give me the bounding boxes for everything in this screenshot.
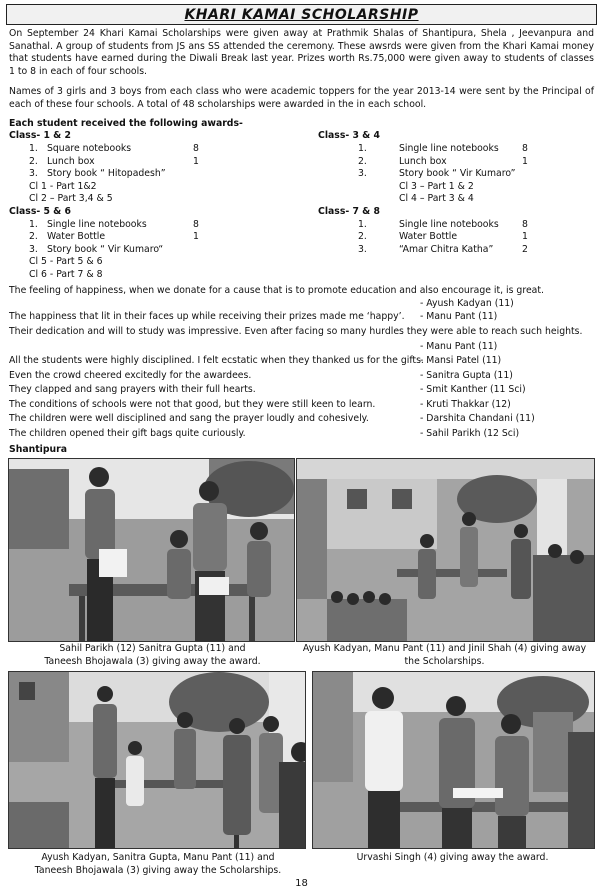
award-item-name: Story book “ Vir Kumaro”: [399, 168, 516, 179]
title-banner: [6, 4, 597, 25]
award-item-number: 3.: [29, 244, 38, 255]
award-item-number: 3.: [358, 244, 367, 255]
caption-line: the Scholarships.: [404, 655, 485, 667]
awards-heading: Each student received the following awards-: [9, 118, 243, 129]
photo-caption: [312, 852, 593, 865]
quote-author: - Ayush Kadyan (11): [420, 298, 514, 309]
award-item-number: 2.: [29, 231, 38, 242]
award-item-qty: 1: [522, 156, 528, 167]
caption-line: Taneesh Bhojawala (3) giving away the award.: [44, 655, 261, 667]
award-item-name: Square notebooks: [47, 143, 132, 154]
class-part-line: Cl 1 - Part 1&2: [29, 181, 97, 192]
quote-text: The children were well disciplined and sang the prayer loudly and cohesively.: [9, 413, 369, 424]
award-item-number: 2.: [29, 156, 38, 167]
quote-text: Even the crowd cheered excitedly for the awardees.: [9, 370, 252, 381]
award-item-qty: 1: [193, 156, 199, 167]
quote-text: The conditions of schools were not that good, but they were still keen to learn.: [9, 399, 376, 410]
quote-author: - Manu Pant (11): [420, 311, 498, 322]
photo-caption: [296, 643, 593, 668]
award-item-name: Story book “ Hitopadesh”: [47, 168, 166, 179]
caption-line: Urvashi Singh (4) giving away the award.: [356, 852, 549, 863]
page-title: KHARI KAMAI SCHOLARSHIP: [184, 6, 419, 23]
quote-text: Their dedication and will to study was impressive. Even after facing so many hurdles they were able to reach such heights.: [9, 326, 583, 337]
caption-line: Ayush Kadyan, Manu Pant (11) and Jinil Shah (4) giving away: [302, 643, 587, 654]
quote-author: - Kruti Thakkar (12): [420, 399, 511, 410]
award-item-name: Story book “ Vir Kumaro“: [47, 244, 164, 255]
award-item-number: 1.: [29, 219, 38, 230]
class-part-line: Cl 4 – Part 3 & 4: [399, 193, 474, 204]
photo-caption: [10, 852, 306, 877]
award-item-number: 3.: [358, 168, 367, 179]
award-item-qty: 1: [522, 231, 528, 242]
page-number: 18: [295, 878, 308, 889]
class-part-line: Cl 6 - Part 7 & 8: [29, 269, 103, 280]
award-item-name: Water Bottle: [47, 231, 106, 242]
quote-author: - Mansi Patel (11): [420, 355, 502, 366]
award-item-name: “Amar Chitra Katha”: [399, 244, 494, 255]
class-group-heading: Class- 1 & 2: [9, 130, 71, 141]
award-item-number: 3.: [29, 168, 38, 179]
class-part-line: Cl 3 – Part 1 & 2: [399, 181, 474, 192]
class-group-heading: Class- 5 & 6: [9, 206, 71, 217]
caption-line: Taneesh Bhojawala (3) giving away the Scholarships.: [34, 864, 282, 876]
class-group-heading: Class- 7 & 8: [318, 206, 380, 217]
award-item-name: Water Bottle: [399, 231, 458, 242]
quote-author: - Darshita Chandani (11): [420, 413, 535, 424]
award-item-number: 1.: [358, 143, 367, 154]
caption-line: Ayush Kadyan, Sanitra Gupta, Manu Pant (11) and: [41, 852, 275, 863]
quote-author: - Smit Kanther (11 Sci): [420, 384, 526, 395]
quote-text: All the students were highly disciplined. I felt ecstatic when they thanked us for the gifts.: [9, 355, 424, 366]
intro-paragraph-1: On September 24 Khari Kamai Scholarships were given away at Prathmik Shalas of Shantipura, Shela , Jeevanpura and Sanathal. A group of students from JS ans SS attended the ceremony. These awsrds were given from the Khari Kamai money that students have earned during the Diwali Break last year. Prizes worth Rs.75,000 were given away to students of classes 1 to 8 in each of four schools.: [9, 28, 594, 78]
quote-text: The happiness that lit in their faces up while receiving their prizes made me ‘happy’.: [9, 311, 405, 322]
quote-text: They clapped and sang prayers with their full hearts.: [9, 384, 256, 395]
award-item-name: Lunch box: [399, 156, 447, 167]
award-item-number: 1.: [29, 143, 38, 154]
class-part-line: Cl 2 – Part 3,4 & 5: [29, 193, 113, 204]
section-heading: Shantipura: [9, 444, 67, 455]
class-part-line: Cl 5 - Part 5 & 6: [29, 256, 103, 267]
class-group-heading: Class- 3 & 4: [318, 130, 380, 141]
award-item-number: 2.: [358, 156, 367, 167]
award-item-qty: 8: [193, 219, 199, 230]
quote-text: The children opened their gift bags quite curiously.: [9, 428, 246, 439]
caption-line: Sahil Parikh (12) Sanitra Gupta (11) and: [59, 643, 246, 654]
award-item-name: Single line notebooks: [399, 143, 499, 154]
award-item-number: 1.: [358, 219, 367, 230]
photo-award-ceremony-2: [296, 458, 595, 642]
award-item-name: Lunch box: [47, 156, 95, 167]
award-item-name: Single line notebooks: [47, 219, 147, 230]
award-item-qty: 8: [522, 143, 528, 154]
award-item-qty: 1: [193, 231, 199, 242]
award-item-number: 2.: [358, 231, 367, 242]
award-item-name: Single line notebooks: [399, 219, 499, 230]
quote-author: - Sahil Parikh (12 Sci): [420, 428, 520, 439]
photo-award-ceremony-1: [8, 458, 295, 642]
award-item-qty: 8: [193, 143, 199, 154]
photo-caption: [10, 643, 295, 668]
quote-author: - Manu Pant (11): [420, 341, 498, 352]
photo-award-ceremony-3: [8, 671, 306, 849]
award-item-qty: 2: [522, 244, 528, 255]
award-item-qty: 8: [522, 219, 528, 230]
quote-text: The feeling of happiness, when we donate for a cause that is to promote education and also encourage it, is great.: [9, 285, 544, 296]
intro-paragraph-2: Names of 3 girls and 3 boys from each class who were academic toppers for the year 2013-14 were sent by the Principal of each of these four schools. A total of 48 scholarships were awarded in the in each school.: [9, 86, 594, 110]
quote-author: - Sanitra Gupta (11): [420, 370, 513, 381]
photo-award-ceremony-4: [312, 671, 595, 849]
